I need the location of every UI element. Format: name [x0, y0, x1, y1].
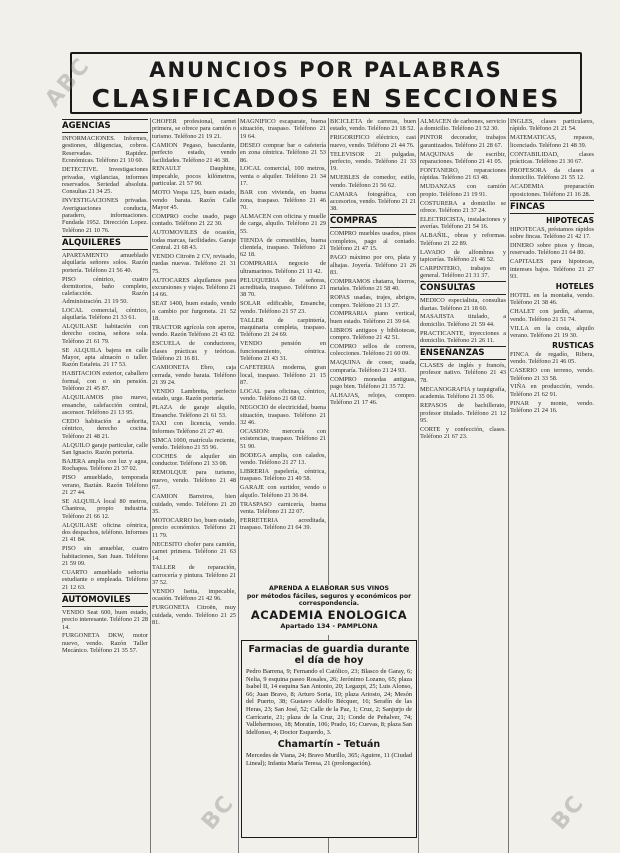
classified-ad: ACADEMIA preparación oposiciones. Teléfono 21 16 28. [510, 183, 594, 198]
classified-ad: LOCAL comercial, 100 metros, venta o alquiler. Teléfono 21 34 17. [240, 165, 326, 188]
classified-ad: SE ALQUILA local 80 metros, Chantrea, propio industria. Teléfono 21 66 12. [62, 497, 148, 520]
column-divider [238, 118, 239, 853]
classified-ad: HOTEL en la montaña, vendo. Teléfono 21 38 46. [510, 291, 594, 307]
classified-ad: CARPINTERO, trabajos en general. Teléfono 21 31 37. [420, 264, 506, 280]
classified-ad: DINERO sobre pisos y fincas, reservado. Teléfono 21 64 80. [510, 241, 594, 257]
section-header: ENSEÑANZAS [420, 346, 506, 360]
section-header: FINCAS [510, 200, 594, 214]
subsection-header: HIPOTECAS [546, 215, 594, 225]
classified-ad: CUARTO amueblado señorita estudiante o empleada. Teléfono 21 12 63. [62, 569, 148, 591]
classified-ad: COMPRAMOS chatarra, hierros, metales. Teléfono 21 58 40. [330, 277, 416, 293]
classified-ad: PELUQUERIA de señoras, acreditada, traspaso. Teléfono 21 38 70. [240, 276, 326, 299]
classified-ad: SEAT 1400, buen estado, vendo o cambio por furgoneta. 21 52 18. [152, 300, 236, 323]
classified-ad: TALLER de carpintería, maquinaria completa, traspaso. Teléfono 21 24 69. [240, 316, 326, 339]
farmacias-list: Pedro Barrena, 9; Fernando el Católico, 23; Blasco de Garay, 6; Nelia, 9 esquina paseo Rosales, 26; Jerónimo Lozano, 65; plaza Isabel II, 14 esquina San Antonio, 20; Legazpi, 25; Luis Alonso, 66; Juan Bravo, 8; Arturo Soria, 10; plaza Ariosto, 24; Mesón del Puerto, 38; Gustavo Adolfo Bécquer, 16; Serafín de las Heras, 23; San José, 52; Calle de la Paz, 1; Cruz, 2; Sanjurjo de Carrícarte, 21; plaza de la Cruz, 21; Conde de Peñalver, 74; Vallehermoso, 18; Moratín, 106; Prado, 16; Cuevas, 8; plaza San Idelfonso, 4; Doctor Esquerdo, 3. [246, 668, 412, 736]
farmacias-list-2: Mercedes de Viana, 24; Bravo Murillo, 365; Aguirre, 11 (Ciudad Lineal); Infanta María Teresa, 21 (prolongación). [246, 752, 412, 767]
classified-ad: REPASOS de bachillerato, profesor titulado. Teléfono 21 12 95. [420, 402, 506, 424]
classified-ad: BODEGA amplia, con calados, vendo. Teléfono 21 27 13. [240, 451, 326, 466]
classified-ad: DETECTIVE. Investigaciones privadas, vigilancias, informes reservados. Seriedad absoluta. Consultas 21 34 25. [62, 166, 148, 196]
classified-ad: CORTE y confección, clases. Teléfono 21 67 23. [420, 425, 506, 441]
classified-ad: LIBRERIA papelería, céntrica, traspaso. Teléfono 21 49 58. [240, 467, 326, 483]
classified-column [240, 118, 326, 582]
classified-ad: FURGONETA Citroën, muy cuidada, vendo. Teléfono 21 25 81. [152, 604, 236, 627]
classified-ad: FURGONETA DKW, motor nuevo, vendo. Razón Taller Mecánico. Teléfono 21 35 57. [62, 632, 148, 655]
classified-ad: ROPAS usadas, trajes, abrigos, compro. Teléfono 21 13 27. [330, 294, 416, 309]
subsection-header: HOTELES [555, 281, 594, 291]
classified-ad: NEGOCIO de electricidad, buena situación, traspaso. Teléfono 21 32 46. [240, 404, 326, 426]
classified-ad: VIÑA en producción, vendo. Teléfono 21 62 91. [510, 383, 594, 398]
classified-column [420, 118, 506, 853]
classified-ad: TELEVISOR 21 pulgadas, perfecto, vendo. Teléfono 21 33 19. [330, 150, 416, 173]
classified-ad: PINAR y monte, vendo. Teléfono 21 24 16. [510, 399, 594, 415]
classified-ad: GARAJE con surtidor, vendo o alquilo. Teléfono 21 36 84. [240, 484, 326, 499]
classified-column [330, 118, 416, 582]
classified-ad: COMPRARIA piano vertical, buen estado. Teléfono 21 39 64. [330, 310, 416, 325]
classified-ad: INFORMACIONES. Informes, gestiones, diligencias, cobros. Reservadas. Rapidez. Económicas. Teléfono 21 10 60. [62, 135, 148, 165]
academia-headline: APRENDA A ELABORAR SUS VINOS [269, 585, 389, 592]
classified-ad: CONTABILIDAD, clases prácticas. Teléfono 21 30 67. [510, 150, 594, 166]
classified-ad: MUDANZAS con camión propio. Teléfono 21 19 91. [420, 183, 506, 198]
classified-ad: CAFETERIA moderna, gran local, traspaso. Teléfono 21 15 87. [240, 364, 326, 386]
classified-ad: MAGNIFICO escaparate, buena situación, traspaso. Teléfono 21 19 64. [240, 118, 326, 140]
classified-ad: FERRETERIA acreditada, traspaso. Teléfono 21 64 39. [240, 516, 326, 532]
classified-ad: CLASES de inglés y francés, profesor nativo. Teléfono 21 43 78. [420, 362, 506, 384]
classified-ad: CAMION Barreiros, bien cuidado, vendo. Teléfono 21 20 35. [152, 493, 236, 515]
academia-address: Apartado 134 - PAMPLONA [280, 621, 378, 630]
classified-ad: VENDO Isetta, impecable, ocasión. Teléfono 21 42 96. [152, 587, 236, 603]
classified-ad: MUEBLES de comedor, estilo, vendo. Teléfono 21 56 62. [330, 174, 416, 189]
classified-ad: SE ALQUILA bajera en calle Mayor, apta almacén o taller. Razón Estafeta. 21 17 53. [62, 346, 148, 369]
column-divider [150, 118, 151, 853]
classified-ad: FINCA de regadío, Ribera, vendo. Teléfono 21 46 05. [510, 350, 594, 366]
classified-ad: TIENDA de comestibles, buena clientela, traspaso. Teléfono 21 62 18. [240, 236, 326, 259]
classified-ad: COMPRO coche usado, pago contado. Teléfono 21 22 30. [152, 212, 236, 228]
classified-ad: VENDO Seat 600, buen estado, precio interesante. Teléfono 21 28 14. [62, 608, 148, 631]
banner-title-line2: CLASIFICADOS EN SECCIONES [91, 84, 561, 113]
classified-ad: OCASION: mercería con existencias, traspaso. Teléfono 21 51 90. [240, 427, 326, 450]
classified-ad: CAMION Pegaso, basculante, perfecto estado, vendo facilidades. Teléfono 21 46 38. [152, 141, 236, 164]
classified-ad: ALQUILO garaje particular, calle San Ignacio. Razón portería. [62, 441, 148, 456]
classified-ad: MAQUINAS de escribir, reparaciones. Teléfono 21 41 05. [420, 150, 506, 166]
watermark-stamp: BC [197, 790, 240, 835]
classified-ad: FRIGORIFICO eléctrico, casi nuevo, vendo. Teléfono 21 44 76. [330, 134, 416, 149]
classified-ad: TRACTOR agrícola con aperos, vendo. Razón Teléfono 21 43 02. [152, 324, 236, 339]
classified-ad: PINTOR decorador, trabajos garantizados. Teléfono 21 28 67. [420, 134, 506, 149]
classified-ad: SOLAR edificable, Ensanche, vendo. Teléfono 21 57 23. [240, 300, 326, 315]
classified-ad: MECANOGRAFIA y taquigrafía, academia. Teléfono 21 35 06. [420, 385, 506, 401]
section-header: AUTOMOVILES [62, 593, 148, 607]
classified-ad: VENDO pensión en funcionamiento, céntrica. Teléfono 21 43 31. [240, 340, 326, 363]
classifieds-banner [70, 52, 582, 114]
banner-title-line1: ANUNCIOS POR PALABRAS [149, 58, 503, 82]
section-header: CONSULTAS [420, 281, 506, 295]
classified-ad: SIMCA 1000, matrícula reciente, vendo. Teléfono 21 55 96. [152, 436, 236, 452]
classified-ad: COMPRO sellos de correos, colecciones. Teléfono 21 60 09. [330, 343, 416, 358]
classified-ad: MEDICO especialista, consultas diarias. Teléfono 21 18 60. [420, 297, 506, 312]
classified-ad: CEDO habitación a señorita, céntrico, derecho cocina. Teléfono 21 48 21. [62, 417, 148, 440]
column-divider [418, 118, 419, 853]
classified-ad: BAJERA amplia con luz y agua, Rochapea. Teléfono 21 37 02. [62, 457, 148, 473]
academia-tagline: por métodos fáciles, seguros y económicos por correspondencia. [246, 592, 412, 607]
classified-ad: CAMIONETA Ebro, caja cerrada, vendo barata. Teléfono 21 39 24. [152, 364, 236, 386]
classified-ad: MOTO Vespa 125, buen estado, vendo barata. Razón Calle Mayor 45. [152, 189, 236, 211]
classified-ad: AUTOMOVILES de ocasión, todas marcas, facilidades. Garaje Central. 21 68 43. [152, 229, 236, 251]
farmacias-subtitle: Chamartín - Tetuán [277, 739, 381, 751]
classified-ad: PISO amueblado, temporada verano, Baztán. Razón Teléfono 21 27 44. [62, 474, 148, 496]
watermark-stamp: BC [547, 790, 590, 835]
classified-ad: TRASPASO carnicería, buena venta. Teléfono 21 22 07. [240, 500, 326, 515]
classified-column [62, 118, 148, 853]
classified-ad: COMPRO monedas antiguas, pago bien. Teléfono 21 35 72. [330, 375, 416, 391]
classified-ad: CHOFER profesional, carnet primera, se ofrece para camión o turismo. Teléfono 21 19 21. [152, 118, 236, 140]
section-header: COMPRAS [330, 214, 416, 228]
classified-ad: VENDO Citroën 2 CV, revisado, ruedas nuevas. Teléfono 21 31 75. [152, 252, 236, 275]
classified-ad: CAPITALES para hipotecas, intereses bajos. Teléfono 21 27 93. [510, 258, 594, 280]
classified-ad: PAGO máximo por oro, plata y alhajas. Joyería. Teléfono 21 26 83. [330, 254, 416, 276]
classified-ad: LAVADO de alfombras y tapicerías. Teléfono 21 46 52. [420, 248, 506, 263]
classified-ad: COMPRARIA negocio de ultramarinos. Teléfono 21 11 42. [240, 260, 326, 275]
classified-ad: BAR con vivienda, en buena zona, traspaso. Teléfono 21 46 70. [240, 189, 326, 211]
classified-ad: COSTURERA a domicilio se ofrece. Teléfono 21 37 24. [420, 199, 506, 214]
column-divider [508, 118, 509, 853]
classified-ad: CASERIO con terreno, vendo. Teléfono 21 33 58. [510, 367, 594, 382]
classified-ad: ESCUELA de conductores, clases prácticas y teóricas. Teléfono 21 16 81. [152, 340, 236, 363]
classified-ad: CHALET con jardín, afueras, vendo. Teléfono 21 51 74. [510, 308, 594, 323]
classified-ad: LIBROS antiguos y bibliotecas, compro. Teléfono 21 42 51. [330, 326, 416, 342]
classified-ad: AUTOCARES alquilamos para excursiones y viajes. Teléfono 21 14 66. [152, 276, 236, 299]
classified-ad: APARTAMENTO amueblado alquilaría señores solos. Razón portería. Teléfono 21 56 40. [62, 251, 148, 274]
classified-ad: ALMACEN con oficina y muelle de carga, alquilo. Teléfono 21 29 55. [240, 212, 326, 235]
classified-ad: INVESTIGACIONES privadas. Averiguaciones conducta, paradero, informaciones. Fundada 1952. Dirección Lopez. Teléfono 21 10 76. [62, 197, 148, 234]
classified-ad: PLAZA de garaje alquilo, Ensanche. Teléfono 21 61 53. [152, 404, 236, 419]
classified-ad: FONTANERO, reparaciones rápidas. Teléfono 21 63 48. [420, 166, 506, 182]
classified-ad: PISO céntrico, cuatro dormitorios, baño completo, calefacción. Razón Administración. 21 19 50. [62, 275, 148, 305]
classified-ad: VILLA en la costa, alquilo verano. Teléfono 21 19 30. [510, 324, 594, 339]
classified-ad: PROFESORA da clases a domicilio. Teléfono 21 55 12. [510, 166, 594, 182]
classified-ad: LOCAL para oficinas, céntrico, vendo. Teléfono 21 68 02. [240, 387, 326, 403]
watermark-stamp: ABC [40, 53, 96, 112]
classified-ad: MASAJISTA titulado, a domicilio. Teléfono 21 59 44. [420, 313, 506, 328]
classified-ad: INGLES, clases particulares, rápido. Teléfono 21 21 54. [510, 118, 594, 133]
classified-column [510, 118, 594, 853]
classified-ad: PISO sin amueblar, cuatro habitaciones, San Juan. Teléfono 21 59 09. [62, 545, 148, 568]
section-header: AGENCIAS [62, 119, 148, 133]
classified-column [152, 118, 236, 853]
classified-ad: COMPRO muebles usados, pisos completos, pago al contado. Teléfono 21 47 15. [330, 230, 416, 253]
classified-ad: HABITACION exterior, caballero formal, con o sin pensión. Teléfono 21 45 87. [62, 370, 148, 393]
classified-ad: ALHAJAS, relojes, compro. Teléfono 21 17 46. [330, 392, 416, 407]
academia-enologica-ad [240, 585, 418, 635]
classified-ad: LOCAL comercial, céntrico, alquilaría. Teléfono 21 33 61. [62, 306, 148, 322]
classified-ad: HIPOTECAS, préstamos rápidos sobre fincas. Teléfono 21 42 17. [510, 225, 594, 240]
academia-name: ACADEMIA ENOLOGICA [250, 607, 408, 622]
classified-ad: TALLER de reparación, carrocería y pintura. Teléfono 21 37 52. [152, 564, 236, 587]
classified-ad: PRACTICANTE, inyecciones a domicilio. Teléfono 21 26 11. [420, 329, 506, 345]
classified-ad: BICICLETA de carreras, buen estado, vendo. Teléfono 21 18 52. [330, 118, 416, 133]
classified-ad: MATEMATICAS, repasos, licenciado. Teléfono 21 48 39. [510, 134, 594, 149]
classified-ad: TAXI con licencia, vendo. Informes Teléfono 21 27 40. [152, 420, 236, 435]
classified-ad: MOTOCARRO Iso, buen estado, precio económico. Teléfono 21 11 79. [152, 516, 236, 539]
classified-ad: DESEO comprar bar o cafetería en zona céntrica. Teléfono 21 53 86. [240, 141, 326, 164]
section-header: ALQUILERES [62, 236, 148, 250]
classified-ad: NECESITO chofer para camión, carnet primera. Teléfono 21 63 14. [152, 540, 236, 563]
classified-ad: MAQUINA de coser, usada, compraría. Teléfono 21 24 93. [330, 359, 416, 374]
classified-ad: CAMARA fotográfica, con accesorios, vendo. Teléfono 21 21 38. [330, 190, 416, 213]
classified-ad: RENAULT Dauphine, impecable, pocos kilómetros, particular. 21 57 90. [152, 165, 236, 188]
subsection-header: RUSTICAS [552, 340, 594, 350]
classified-ad: ALQUILASE oficina céntrica, dos despachos, teléfono. Informes 21 41 84. [62, 521, 148, 544]
classified-ad: REMOLQUE para turismo, nuevo, vendo. Teléfono 21 48 67. [152, 469, 236, 492]
farmacias-title: Farmacias de guardia durante el día de hoy [248, 644, 410, 666]
classified-ad: ELECTRICISTA, instalaciones y averías. Teléfono 21 54 16. [420, 215, 506, 231]
classified-ad: COCHES de alquiler sin conductor. Teléfono 21 33 08. [152, 453, 236, 468]
farmacias-box [241, 640, 417, 838]
classified-ad: ALQUILASE habitación con derecho cocina, señora sola. Teléfono 21 61 79. [62, 322, 148, 345]
classified-ad: VENDO Lambretta, perfecto estado, urge. Razón portería. [152, 387, 236, 403]
classified-ad: ALMACEN de carbones, servicio a domicilio. Teléfono 21 52 30. [420, 118, 506, 133]
classified-ad: ALBAÑIL, obras y reformas. Teléfono 21 22 89. [420, 232, 506, 247]
classified-ad: ALQUILAMOS piso nuevo, ensanche, calefacción central, ascensor. Teléfono 21 13 95. [62, 394, 148, 416]
